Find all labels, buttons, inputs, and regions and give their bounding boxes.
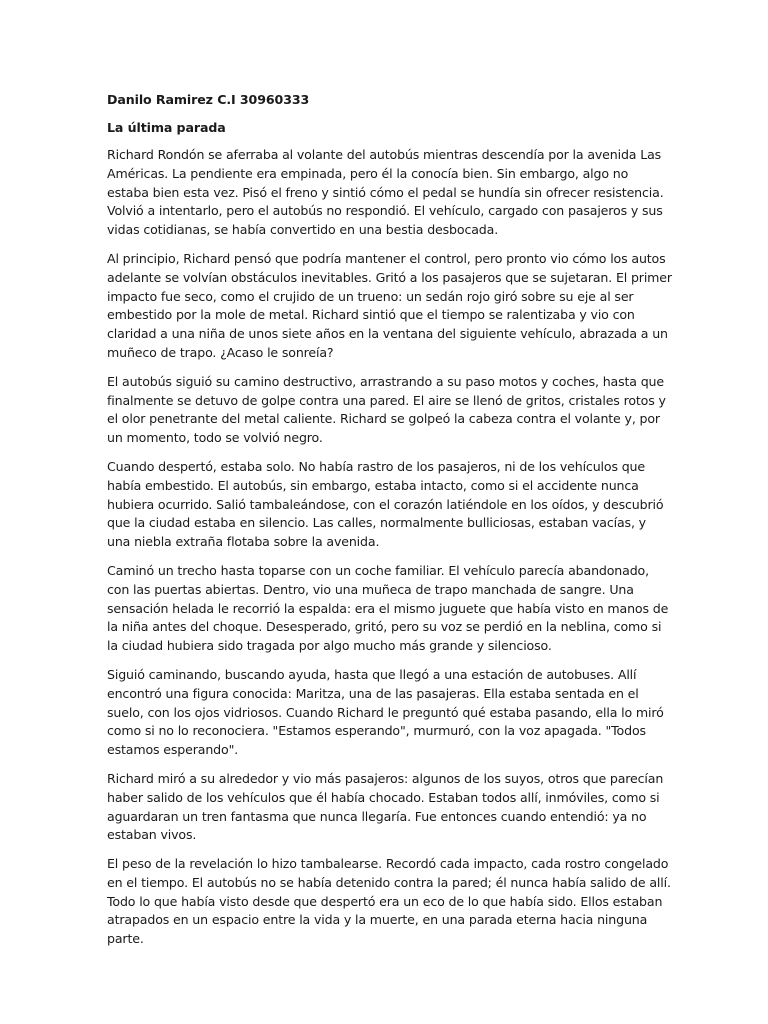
document-page [107,90,673,959]
paragraph: El autobús siguió su camino destructivo, arrastrando a su paso motos y coches, hasta que finalmente se detuvo de golpe contra una pared. El aire se llenó de gritos, cristales rotos y el olor penetrante del metal caliente. Richard se golpeó la cabeza contra el volante y, por un momento, todo se volvió negro. [107,373,666,446]
paragraph: El peso de la revelación lo hizo tambalearse. Recordó cada impacto, cada rostro congelado en el tiempo. El autobús no se había detenido contra la pared; él nunca había salido de allí. Todo lo que había visto desde que despertó era un eco de lo que había sido. Ellos estaban atrapados en un espacio entre la vida y la muerte, en una parada eterna hacia ninguna parte. [107,856,671,947]
paragraph: Richard Rondón se aferraba al volante del autobús mientras descendía por la avenida Las Américas. La pendiente era empinada, pero él la conocía bien. Sin embargo, algo no estaba bien esta vez. Pisó el freno y sintió cómo el pedal se hundía sin ofrecer resistencia. Volvió a intentarlo, pero el autobús no respondió. El vehículo, cargado con pasajeros y sus vidas cotidianas, se había convertido en una bestia desbocada. [107,147,664,238]
author-line: Danilo Ramirez C.I 30960333 [107,92,310,107]
document-title: La última parada [107,120,226,135]
paragraph: Richard miró a su alrededor y vio más pasajeros: algunos de los suyos, otros que parecían haber salido de los vehículos que él había chocado. Estaban todos allí, inmóviles, como si aguardaran un tren fantasma que nunca llegaría. Fue entonces cuando entendió: ya no estaban vivos. [107,770,664,843]
paragraph: Al principio, Richard pensó que podría mantener el control, pero pronto vio cómo los autos adelante se volvían obstáculos inevitables. Gritó a los pasajeros que se sujetaran. El primer impacto fue seco, como el crujido de un trueno: un sedán rojo giró sobre su eje al ser embestido por la mole de metal. Richard sintió que el tiempo se ralentizaba y vio con claridad a una niña de unos siete años en la ventana del siguiente vehículo, abrazada a un muñeco de trapo. ¿Acaso le sonreía? [107,250,672,360]
paragraph: Siguió caminando, buscando ayuda, hasta que llegó a una estación de autobuses. Allí encontró una figura conocida: Maritza, una de las pasajeras. Ella estaba sentada en el suelo, con los ojos vidriosos. Cuando Richard le preguntó qué estaba pasando, ella lo miró como si no lo reconociera. "Estamos esperando", murmuró, con la voz apagada. "Todos estamos esperando". [107,666,664,758]
paragraph: Cuando despertó, estaba solo. No había rastro de los pasajeros, ni de los vehículos que había embestido. El autobús, sin embargo, estaba intacto, como si el accidente nunca hubiera ocurrido. Salió tambaleándose, con el corazón latiéndole en los oídos, y descubrió que la ciudad estaba en silencio. Las calles, normalmente bulliciosas, estaban vacías, y una niebla extraña flotaba sobre la avenida. [107,458,664,550]
paragraph: Caminó un trecho hasta toparse con un coche familiar. El vehículo parecía abandonado, con las puertas abiertas. Dentro, vio una muñeca de trapo manchada de sangre. Una sensación helada le recorrió la espalda: era el mismo juguete que había visto en manos de la niña antes del choque. Desesperado, gritó, pero su voz se perdió en la neblina, como si la ciudad hubiera sido tragada por algo mucho más grande y silencioso. [107,562,669,654]
